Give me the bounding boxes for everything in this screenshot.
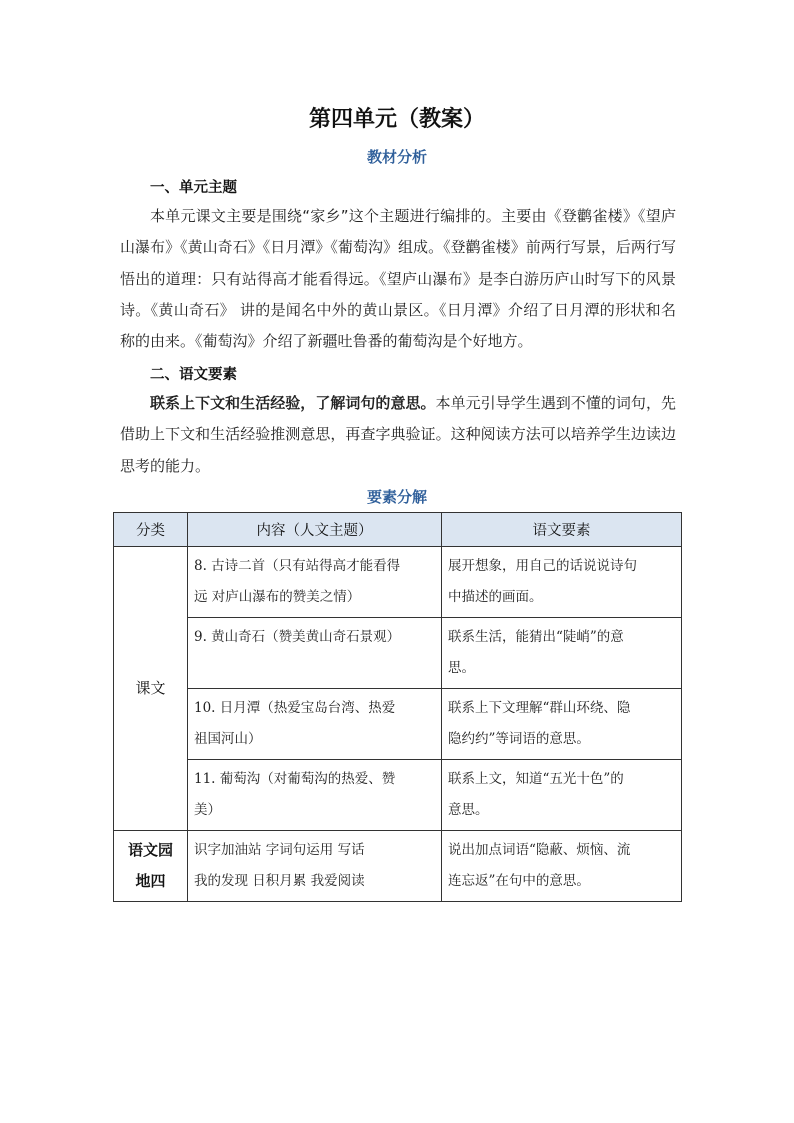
heading-unit-theme: 一、单元主题 [150, 180, 237, 196]
content-cell [188, 831, 442, 902]
category-line: 语文园 [127, 841, 173, 859]
header-element: 语文要素 [442, 513, 682, 547]
content-cell [188, 547, 442, 618]
key-element-statement: 联系上下文和生活经验，了解词句的意思。 [150, 394, 436, 412]
element-line: 连忘返”在句中的意思。 [448, 873, 590, 889]
content-line: 祖国河山） [194, 731, 262, 747]
header-content: 内容（人文主题） [188, 513, 442, 547]
table-row [114, 618, 682, 689]
header-category: 分类 [114, 513, 188, 547]
heading-language-elements: 二、语文要素 [150, 367, 237, 383]
element-cell [442, 760, 682, 831]
element-line: 联系上文，知道“五光十色”的 [448, 771, 624, 787]
content-cell [188, 618, 442, 689]
element-line: 意思。 [448, 802, 489, 818]
element-line: 中描述的画面。 [448, 589, 543, 605]
content-cell [188, 689, 442, 760]
table-header-row [114, 513, 682, 547]
element-line: 隐约约”等词语的意思。 [448, 731, 590, 747]
content-line: 10. 日月潭（热爱宝岛台湾、热爱 [194, 700, 396, 716]
language-elements-body: 本单元引导学生遇到不懂的词句，先借助上下文和生活经验推测意思，再查字典验证。这种阅读方法可以培养学生边读边思考的能力。 [120, 394, 676, 475]
element-cell [442, 831, 682, 902]
element-line: 联系生活，能猜出“陡峭”的意 [448, 629, 624, 645]
content-line-empty [194, 653, 435, 684]
table-row [114, 831, 682, 902]
category-cell-lessons: 课文 [114, 547, 188, 831]
element-cell [442, 547, 682, 618]
table-row [114, 547, 682, 618]
table-title: 要素分解 [366, 488, 427, 506]
paragraph-language-elements [120, 388, 676, 482]
element-line: 说出加点词语“隐蔽、烦恼、流 [448, 842, 631, 858]
content-line: 识字加油站 字词句运用 写话 [194, 842, 365, 858]
content-line: 美） [194, 802, 221, 818]
element-line: 展开想象，用自己的话说说诗句 [448, 558, 637, 574]
table-row [114, 760, 682, 831]
category-line: 地四 [135, 872, 166, 890]
table-row [114, 689, 682, 760]
content-line: 11. 葡萄沟（对葡萄沟的热爱、赞 [194, 771, 396, 787]
category-cell-chinese-garden [114, 831, 188, 902]
element-line: 思。 [448, 660, 475, 676]
section-title-textbook-analysis: 教材分析 [366, 148, 427, 166]
content-line: 8. 古诗二首（只有站得高才能看得 [194, 558, 401, 574]
element-breakdown-table [113, 512, 682, 902]
content-cell [188, 760, 442, 831]
content-line: 9. 黄山奇石（赞美黄山奇石景观） [194, 629, 401, 645]
element-cell [442, 618, 682, 689]
element-line: 联系上下文理解“群山环绕、隐 [448, 700, 631, 716]
element-cell [442, 689, 682, 760]
page-title: 第四单元（教案） [308, 106, 485, 132]
content-line: 我的发现 日积月累 我爱阅读 [194, 873, 365, 889]
content-line: 远 对庐山瀑布的赞美之情） [194, 589, 361, 605]
paragraph-unit-theme: 本单元课文主要是围绕“家乡”这个主题进行编排的。主要由《登鹳雀楼》《望庐山瀑布》《黄山奇石》《日月潭》《葡萄沟》组成。《登鹳雀楼》前两行写景，后两行写悟出的道理：只有站得高才能看得远。《望庐山瀑布》是李白游历庐山时写下的风景诗。《黄山奇石》 讲的是闻名中外的黄山景区。《日月潭》介绍了日月潭的形状和名称的由来。《葡萄沟》介绍了新疆吐鲁番的葡萄沟是个好地方。 [120, 207, 676, 351]
